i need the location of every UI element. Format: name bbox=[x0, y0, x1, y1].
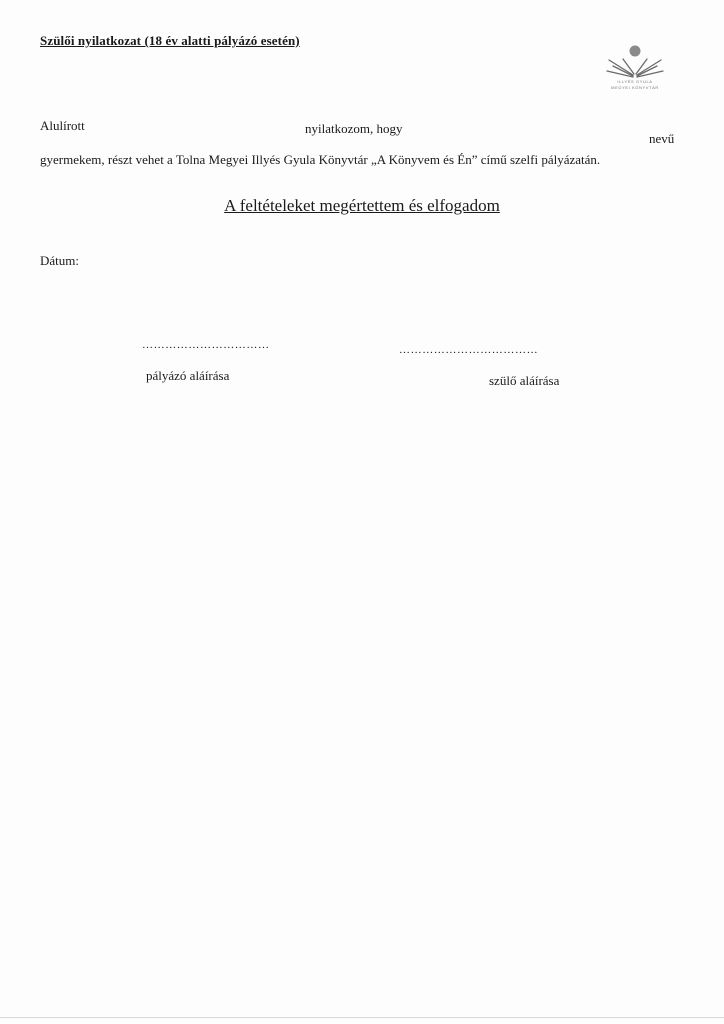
open-book-icon bbox=[603, 44, 667, 78]
logo-text-line2: MEGYEI KÖNYVTÁR bbox=[611, 85, 659, 90]
logo-ball bbox=[630, 46, 641, 57]
applicant-signature-line: …………………………… bbox=[142, 339, 270, 351]
applicant-signature-label: pályázó aláírása bbox=[146, 368, 230, 383]
date-label: Dátum: bbox=[40, 253, 79, 268]
alulirott-label: Alulírott bbox=[40, 118, 85, 133]
document-heading: Szülői nyilatkozat (18 év alatti pályázó esetén) bbox=[40, 33, 300, 48]
parent-signature-label: szülő aláírása bbox=[489, 373, 560, 388]
nevu-label: nevű bbox=[649, 131, 675, 146]
nyilatkozom-label: nyilatkozom, hogy bbox=[305, 121, 403, 136]
acceptance-title: A feltételeket megértettem és elfogadom bbox=[224, 196, 500, 215]
page-bottom-edge bbox=[0, 1017, 724, 1018]
logo-rays bbox=[607, 59, 663, 77]
library-logo bbox=[603, 44, 667, 94]
logo-text-line1: ILLYÉS GYULA bbox=[617, 79, 653, 84]
statement-line: gyermekem, részt vehet a Tolna Megyei Illyés Gyula Könyvtár „A Könyvem és Én” című szelfi pályázatán. bbox=[40, 152, 601, 167]
parent-signature-line: ……………………………… bbox=[399, 344, 539, 356]
